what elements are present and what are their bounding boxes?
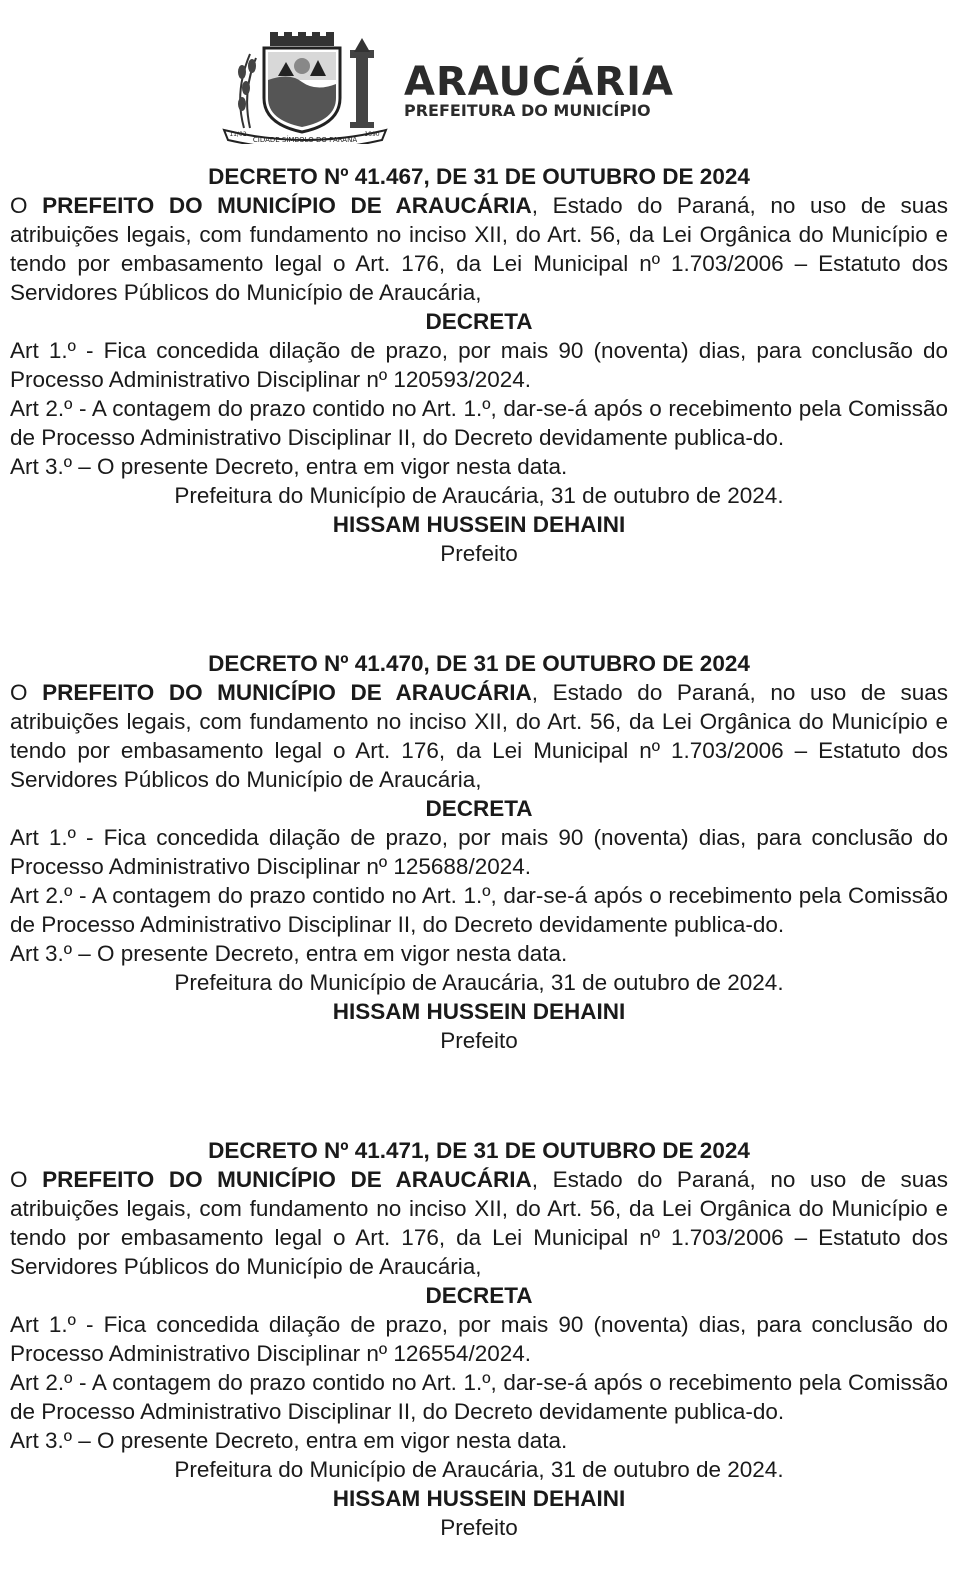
- intro-lead: O: [10, 1167, 43, 1192]
- brand-name: ARAUCÁRIA: [404, 59, 674, 105]
- decree-intro: [10, 191, 948, 307]
- article-1: Art 1.º - Fica concedida dilação de prazo, por mais 90 (noventa) dias, para conclusão do Processo Administrativo Disciplinar nº 120593/2024.: [10, 338, 948, 392]
- place-date: Prefeitura do Município de Araucária, 31 de outubro de 2024.: [174, 970, 784, 995]
- article-1: Art 1.º - Fica concedida dilação de prazo, por mais 90 (noventa) dias, para conclusão do Processo Administrativo Disciplinar nº 125688/2024.: [10, 825, 948, 879]
- article-3: Art 3.º – O presente Decreto, entra em vigor nesta data.: [10, 941, 568, 966]
- decree-block: [10, 1136, 948, 1542]
- place-date: Prefeitura do Município de Araucária, 31 de outubro de 2024.: [174, 483, 784, 508]
- article-2: Art 2.º - A contagem do prazo contido no Art. 1.º, dar-se-á após o recebimento pela Comissão de Processo Administrativo Disciplinar II, do Decreto devidamente publica-do.: [10, 883, 948, 937]
- intro-lead: O: [10, 680, 43, 705]
- decreta-heading: DECRETA: [425, 309, 533, 334]
- intro-authority: PREFEITO DO MUNICÍPIO DE ARAUCÁRIA: [42, 1167, 532, 1192]
- brand-block: [404, 59, 674, 120]
- crest-right-year: 1890: [364, 131, 380, 138]
- article-2: Art 2.º - A contagem do prazo contido no Art. 1.º, dar-se-á após o recebimento pela Comissão de Processo Administrativo Disciplinar II, do Decreto devidamente publica-do.: [10, 396, 948, 450]
- decree-title: DECRETO Nº 41.467, DE 31 DE OUTUBRO DE 2024: [208, 164, 750, 189]
- article-3: Art 3.º – O presente Decreto, entra em vigor nesta data.: [10, 454, 568, 479]
- signer-role: Prefeito: [440, 541, 518, 566]
- decreta-heading: DECRETA: [425, 796, 533, 821]
- decree-intro: [10, 1165, 948, 1281]
- municipal-crest-icon: [220, 32, 390, 144]
- article-1: Art 1.º - Fica concedida dilação de prazo, por mais 90 (noventa) dias, para conclusão do Processo Administrativo Disciplinar nº 126554/2024.: [10, 1312, 948, 1366]
- article-3: Art 3.º – O presente Decreto, entra em vigor nesta data.: [10, 1428, 568, 1453]
- intro-lead: O: [10, 193, 43, 218]
- signer-name: HISSAM HUSSEIN DEHAINI: [332, 999, 626, 1024]
- article-2: Art 2.º - A contagem do prazo contido no Art. 1.º, dar-se-á após o recebimento pela Comissão de Processo Administrativo Disciplinar II, do Decreto devidamente publica-do.: [10, 1370, 948, 1424]
- signer-name: HISSAM HUSSEIN DEHAINI: [332, 1486, 626, 1511]
- intro-text: , Estado do Paraná, no uso de suas atribuições legais, com fundamento no inciso XII, do Art. 56, da Lei Orgânica do Município e tendo por embasamento legal o Art. 176, da Lei Municipal nº 1.703/2006 – Estatuto dos Servidores Públicos do Município de Araucária,: [10, 193, 948, 305]
- intro-authority: PREFEITO DO MUNICÍPIO DE ARAUCÁRIA: [42, 680, 532, 705]
- decree-title: DECRETO Nº 41.470, DE 31 DE OUTUBRO DE 2024: [208, 651, 750, 676]
- decree-block: [10, 649, 948, 1055]
- signer-name: HISSAM HUSSEIN DEHAINI: [332, 512, 626, 537]
- signer-role: Prefeito: [440, 1028, 518, 1053]
- decree-title: DECRETO Nº 41.471, DE 31 DE OUTUBRO DE 2024: [208, 1138, 750, 1163]
- decree-intro: [10, 678, 948, 794]
- intro-text: , Estado do Paraná, no uso de suas atribuições legais, com fundamento no inciso XII, do Art. 56, da Lei Orgânica do Município e tendo por embasamento legal o Art. 176, da Lei Municipal nº 1.703/2006 – Estatuto dos Servidores Públicos do Município de Araucária,: [10, 680, 948, 792]
- crest-left-year: 11/02: [229, 131, 247, 138]
- decreta-heading: DECRETA: [425, 1283, 533, 1308]
- place-date: Prefeitura do Município de Araucária, 31 de outubro de 2024.: [174, 1457, 784, 1482]
- signer-role: Prefeito: [440, 1515, 518, 1540]
- intro-authority: PREFEITO DO MUNICÍPIO DE ARAUCÁRIA: [42, 193, 532, 218]
- page-header: [0, 0, 970, 160]
- intro-text: , Estado do Paraná, no uso de suas atribuições legais, com fundamento no inciso XII, do Art. 56, da Lei Orgânica do Município e tendo por embasamento legal o Art. 176, da Lei Municipal nº 1.703/2006 – Estatuto dos Servidores Públicos do Município de Araucária,: [10, 1167, 948, 1279]
- decree-block: [10, 162, 948, 568]
- brand-subtitle: PREFEITURA DO MUNICÍPIO: [404, 101, 651, 120]
- crest-motto: CIDADE SÍMBOLO DO PARANÁ: [252, 136, 358, 144]
